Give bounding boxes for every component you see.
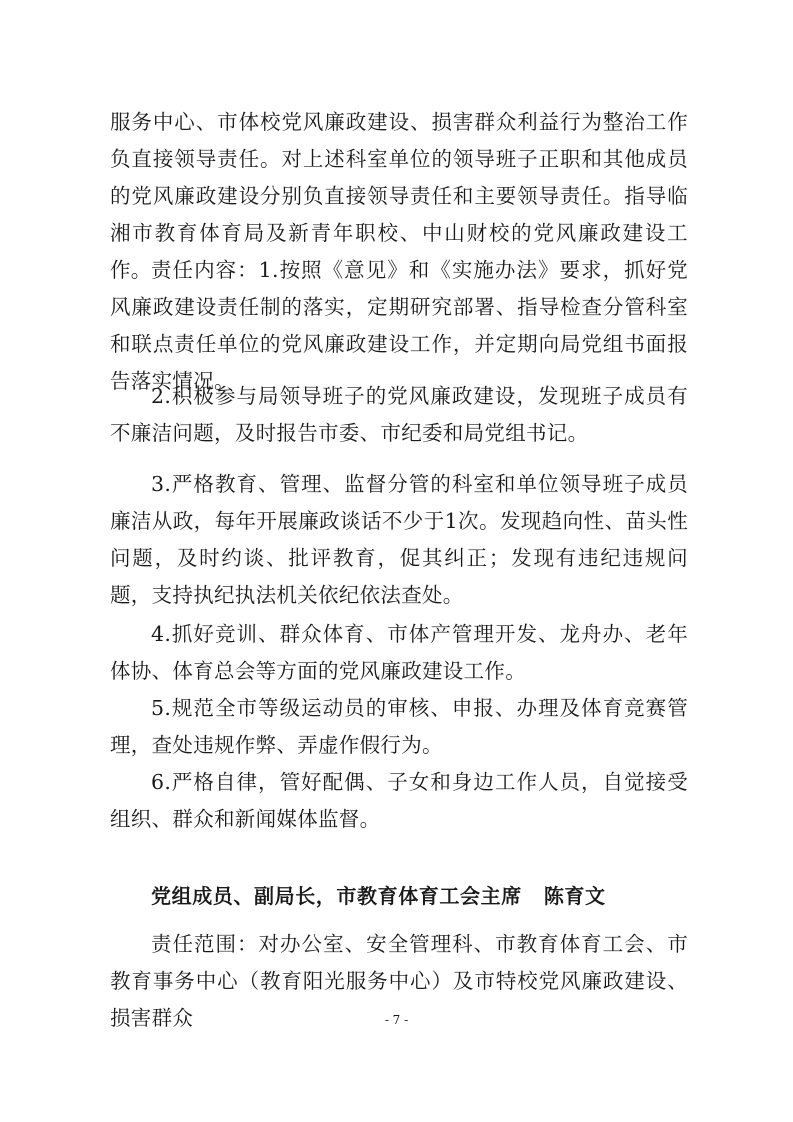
page-number: - 7 -	[384, 1013, 409, 1027]
body-paragraph-scope: 责任范围：对办公室、安全管理科、市教育体育工会、市教育事务中心（教育阳光服务中心）及市特校党风廉政建设、损害群众	[110, 932, 688, 1030]
section-heading	[151, 878, 606, 915]
body-paragraph-responsibility-3: 3.严格教育、管理、监督分管的科室和单位领导班子成员廉洁从政，每年开展廉政谈话不少于1次。发现趋向性、苗头性问题，及时约谈、批评教育，促其纠正；发现有违纪违规问题，支持执纪执法机关依纪依法查处。	[110, 472, 688, 607]
body-paragraph-responsibility-5: 5.规范全市等级运动员的审核、申报、办理及体育竞赛管理，查处违规作弊、弄虚作假行为。	[110, 696, 688, 757]
body-paragraph-responsibility-2: 2.积极参与局领导班子的党风廉政建设，发现班子成员有不廉洁问题，及时报告市委、市纪委和局党组书记。	[110, 384, 688, 445]
heading-title: 党组成员、副局长，市教育体育工会主席	[151, 884, 522, 908]
body-paragraph-responsibility-4: 4.抓好竞训、群众体育、市体产管理开发、龙舟办、老年体协、体育总会等方面的党风廉政建设工作。	[110, 622, 688, 683]
heading-person-name: 陈育文	[543, 884, 606, 908]
body-paragraph-responsibility-6: 6.严格自律，管好配偶、子女和身边工作人员，自觉接受组织、群众和新闻媒体监督。	[110, 770, 688, 831]
body-paragraph-continuation: 服务中心、市体校党风廉政建设、损害群众利益行为整治工作负直接领导责任。对上述科室单位的领导班子正职和其他成员的党风廉政建设分别负直接领导责任和主要领导责任。指导临湘市教育体育局及新青年职校、中山财校的党风廉政建设工作。	[110, 110, 688, 282]
body-paragraph-responsibility-1: 责任内容：1.按照《意见》和《实施办法》要求，抓好党风廉政建设责任制的落实，定期研究部署、指导检查分管科室和联点责任单位的党风廉政建设工作，并定期向局党组书面报告落实情况。	[110, 258, 688, 393]
